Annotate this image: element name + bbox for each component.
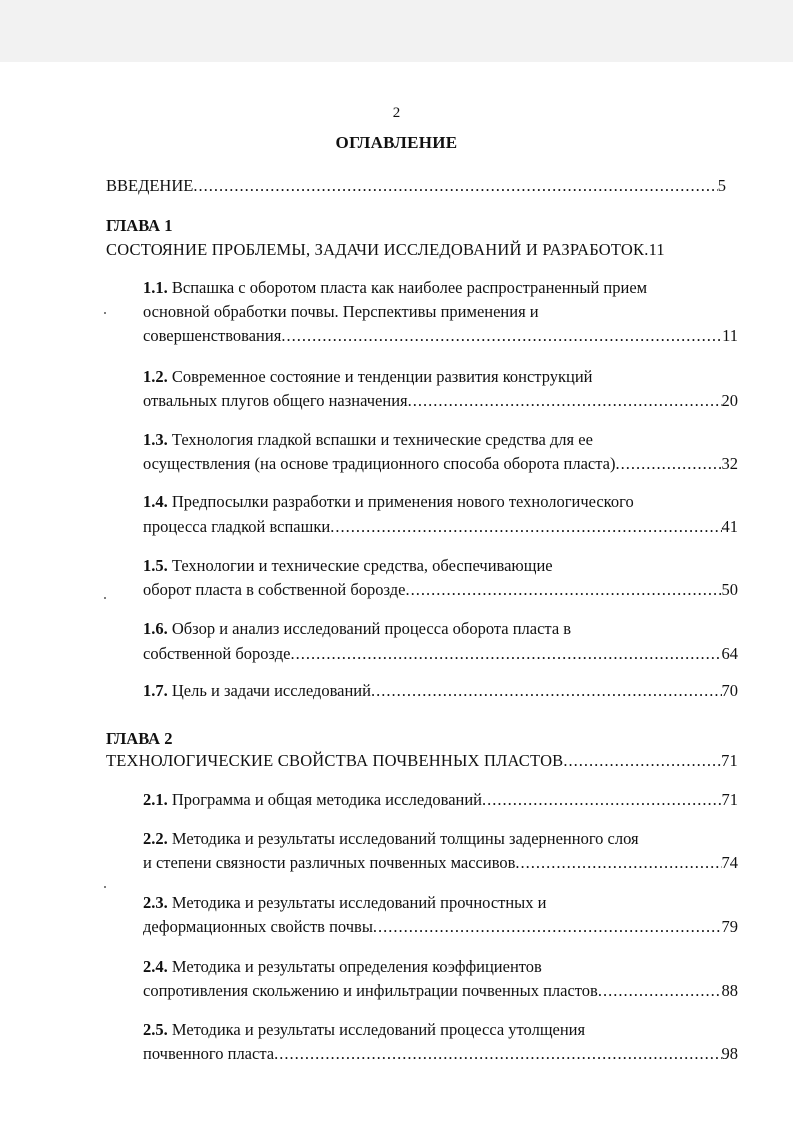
- entry-page: 71: [721, 790, 738, 809]
- section-number: 1.1.: [143, 278, 168, 297]
- entry-page: 32: [721, 454, 738, 473]
- entry-page: 64: [721, 644, 738, 663]
- toc-entry-section-1-6[interactable]: [143, 643, 738, 665]
- section-number: 1.7.: [143, 681, 168, 700]
- section-text: Методика и результаты исследований толщины задерненного слоя: [171, 829, 639, 848]
- section-1-6-line-1: [143, 618, 571, 640]
- section-number: 2.2.: [143, 829, 168, 848]
- entry-text: собственной борозде: [143, 644, 291, 663]
- section-1-4-line-1: [143, 491, 634, 513]
- leader-dots: [598, 980, 722, 1002]
- toc-entry-chapter-1[interactable]: [106, 239, 738, 261]
- entry-page: 50: [721, 580, 738, 599]
- entry-text: деформационных свойств почвы: [143, 917, 373, 936]
- page-number: 2: [392, 105, 401, 121]
- scan-speck: [104, 886, 106, 888]
- entry-text: оборот пласта в собственной борозде: [143, 580, 406, 599]
- leader-dots: [373, 916, 722, 938]
- section-number: 2.5.: [143, 1020, 168, 1039]
- leader-dots: [515, 852, 721, 874]
- section-text: Обзор и анализ исследований процесса оборота пласта в: [171, 619, 572, 638]
- section-text: Современное состояние и тенденции развития конструкций: [171, 367, 593, 386]
- leader-dots: [290, 643, 721, 665]
- scan-speck: [104, 312, 106, 314]
- chapter-title: ТЕХНОЛОГИЧЕСКИЕ СВОЙСТВА ПОЧВЕННЫХ ПЛАСТОВ: [106, 751, 564, 770]
- toc-entry-section-1-3[interactable]: [143, 453, 738, 475]
- entry-text: ВВЕДЕНИЕ: [106, 176, 194, 195]
- section-text: Методика и результаты исследований прочностных и: [171, 893, 547, 912]
- section-text: Технологии и технические средства, обеспечивающие: [171, 556, 553, 575]
- entry-text: процесса гладкой вспашки: [143, 517, 331, 536]
- section-2-2-line-1: [143, 828, 639, 850]
- entry-text: [143, 789, 482, 811]
- section-2-4-line-1: [143, 956, 542, 978]
- section-text: Цель и задачи исследований: [171, 681, 371, 700]
- section-number: 2.4.: [143, 957, 168, 976]
- leader-dots: [405, 579, 721, 601]
- section-1-2-line-1: [143, 366, 593, 388]
- section-1-3-line-1: [143, 429, 593, 451]
- toc-entry-introduction[interactable]: [106, 175, 726, 197]
- toc-entry-chapter-2[interactable]: [106, 750, 738, 772]
- entry-page: 79: [721, 917, 738, 936]
- section-text: Технология гладкой вспашки и технические средства для ее: [171, 430, 593, 449]
- leader-dots: [371, 680, 722, 702]
- entry-page: 41: [721, 517, 738, 536]
- toc-entry-section-2-4[interactable]: [143, 980, 738, 1002]
- section-number: 1.2.: [143, 367, 168, 386]
- section-1-5-line-1: [143, 555, 553, 577]
- section-1-1-line-2: основной обработки почвы. Перспективы применения и: [143, 302, 539, 321]
- section-text: Вспашка с оборотом пласта как наиболее распространенный прием: [171, 278, 648, 297]
- scan-speck: [104, 597, 106, 599]
- section-number: 1.4.: [143, 492, 168, 511]
- toc-entry-section-2-5[interactable]: [143, 1043, 738, 1065]
- section-number: 2.3.: [143, 893, 168, 912]
- entry-page: 71: [721, 751, 738, 770]
- toc-entry-section-1-4[interactable]: [143, 516, 738, 538]
- entry-page: 5: [717, 176, 726, 195]
- entry-text: почвенного пласта: [143, 1044, 275, 1063]
- section-2-5-line-1: [143, 1019, 585, 1041]
- section-text: Методика и результаты исследований процесса утолщения: [171, 1020, 586, 1039]
- toc-entry-section-1-1[interactable]: [143, 325, 738, 347]
- entry-page: 11: [648, 240, 665, 259]
- toc-entry-section-2-1[interactable]: [143, 789, 738, 811]
- section-number: 2.1.: [143, 790, 168, 809]
- section-2-3-line-1: [143, 892, 546, 914]
- section-number: 1.5.: [143, 556, 168, 575]
- entry-page: 20: [721, 391, 738, 410]
- chapter-2-label: ГЛАВА 2: [106, 729, 173, 748]
- toc-entry-section-2-3[interactable]: [143, 916, 738, 938]
- scan-edge: [0, 0, 793, 62]
- entry-text: сопротивления скольжению и инфильтрации почвенных пластов: [143, 981, 598, 1000]
- toc-entry-section-1-7[interactable]: [143, 680, 738, 702]
- entry-text: совершенствования: [143, 326, 282, 345]
- entry-text: и степени связности различных почвенных массивов: [143, 853, 516, 872]
- leader-dots: [330, 516, 721, 538]
- chapter-1-label: ГЛАВА 1: [106, 216, 173, 235]
- toc-entry-section-2-2[interactable]: [143, 852, 738, 874]
- section-number: 1.3.: [143, 430, 168, 449]
- entry-text: осуществления (на основе традиционного способа оборота пласта): [143, 454, 616, 473]
- chapter-title: СОСТОЯНИЕ ПРОБЛЕМЫ, ЗАДАЧИ ИССЛЕДОВАНИЙ И РАЗРАБОТОК.: [106, 240, 649, 259]
- entry-text: отвальных плугов общего назначения: [143, 391, 408, 410]
- entry-page: 74: [721, 853, 738, 872]
- leader-dots: [615, 453, 721, 475]
- section-1-1-line-1: [143, 277, 647, 299]
- leader-dots: [563, 750, 721, 772]
- entry-text: [143, 680, 371, 702]
- leader-dots: [193, 175, 717, 197]
- leader-dots: [408, 390, 722, 412]
- entry-page: 88: [721, 981, 738, 1000]
- section-text: Программа и общая методика исследований: [171, 790, 483, 809]
- section-text: Методика и результаты определения коэффициентов: [171, 957, 542, 976]
- toc-title: ОГЛАВЛЕНИЕ: [335, 133, 458, 152]
- leader-dots: [482, 789, 721, 811]
- toc-entry-section-1-2[interactable]: [143, 390, 738, 412]
- entry-page: 70: [721, 681, 738, 700]
- toc-entry-section-1-5[interactable]: [143, 579, 738, 601]
- leader-dots: [281, 325, 722, 347]
- leader-dots: [274, 1043, 721, 1065]
- section-text: Предпосылки разработки и применения нового технологического: [171, 492, 634, 511]
- section-number: 1.6.: [143, 619, 168, 638]
- entry-page: 11: [722, 326, 738, 345]
- entry-page: 98: [721, 1044, 738, 1063]
